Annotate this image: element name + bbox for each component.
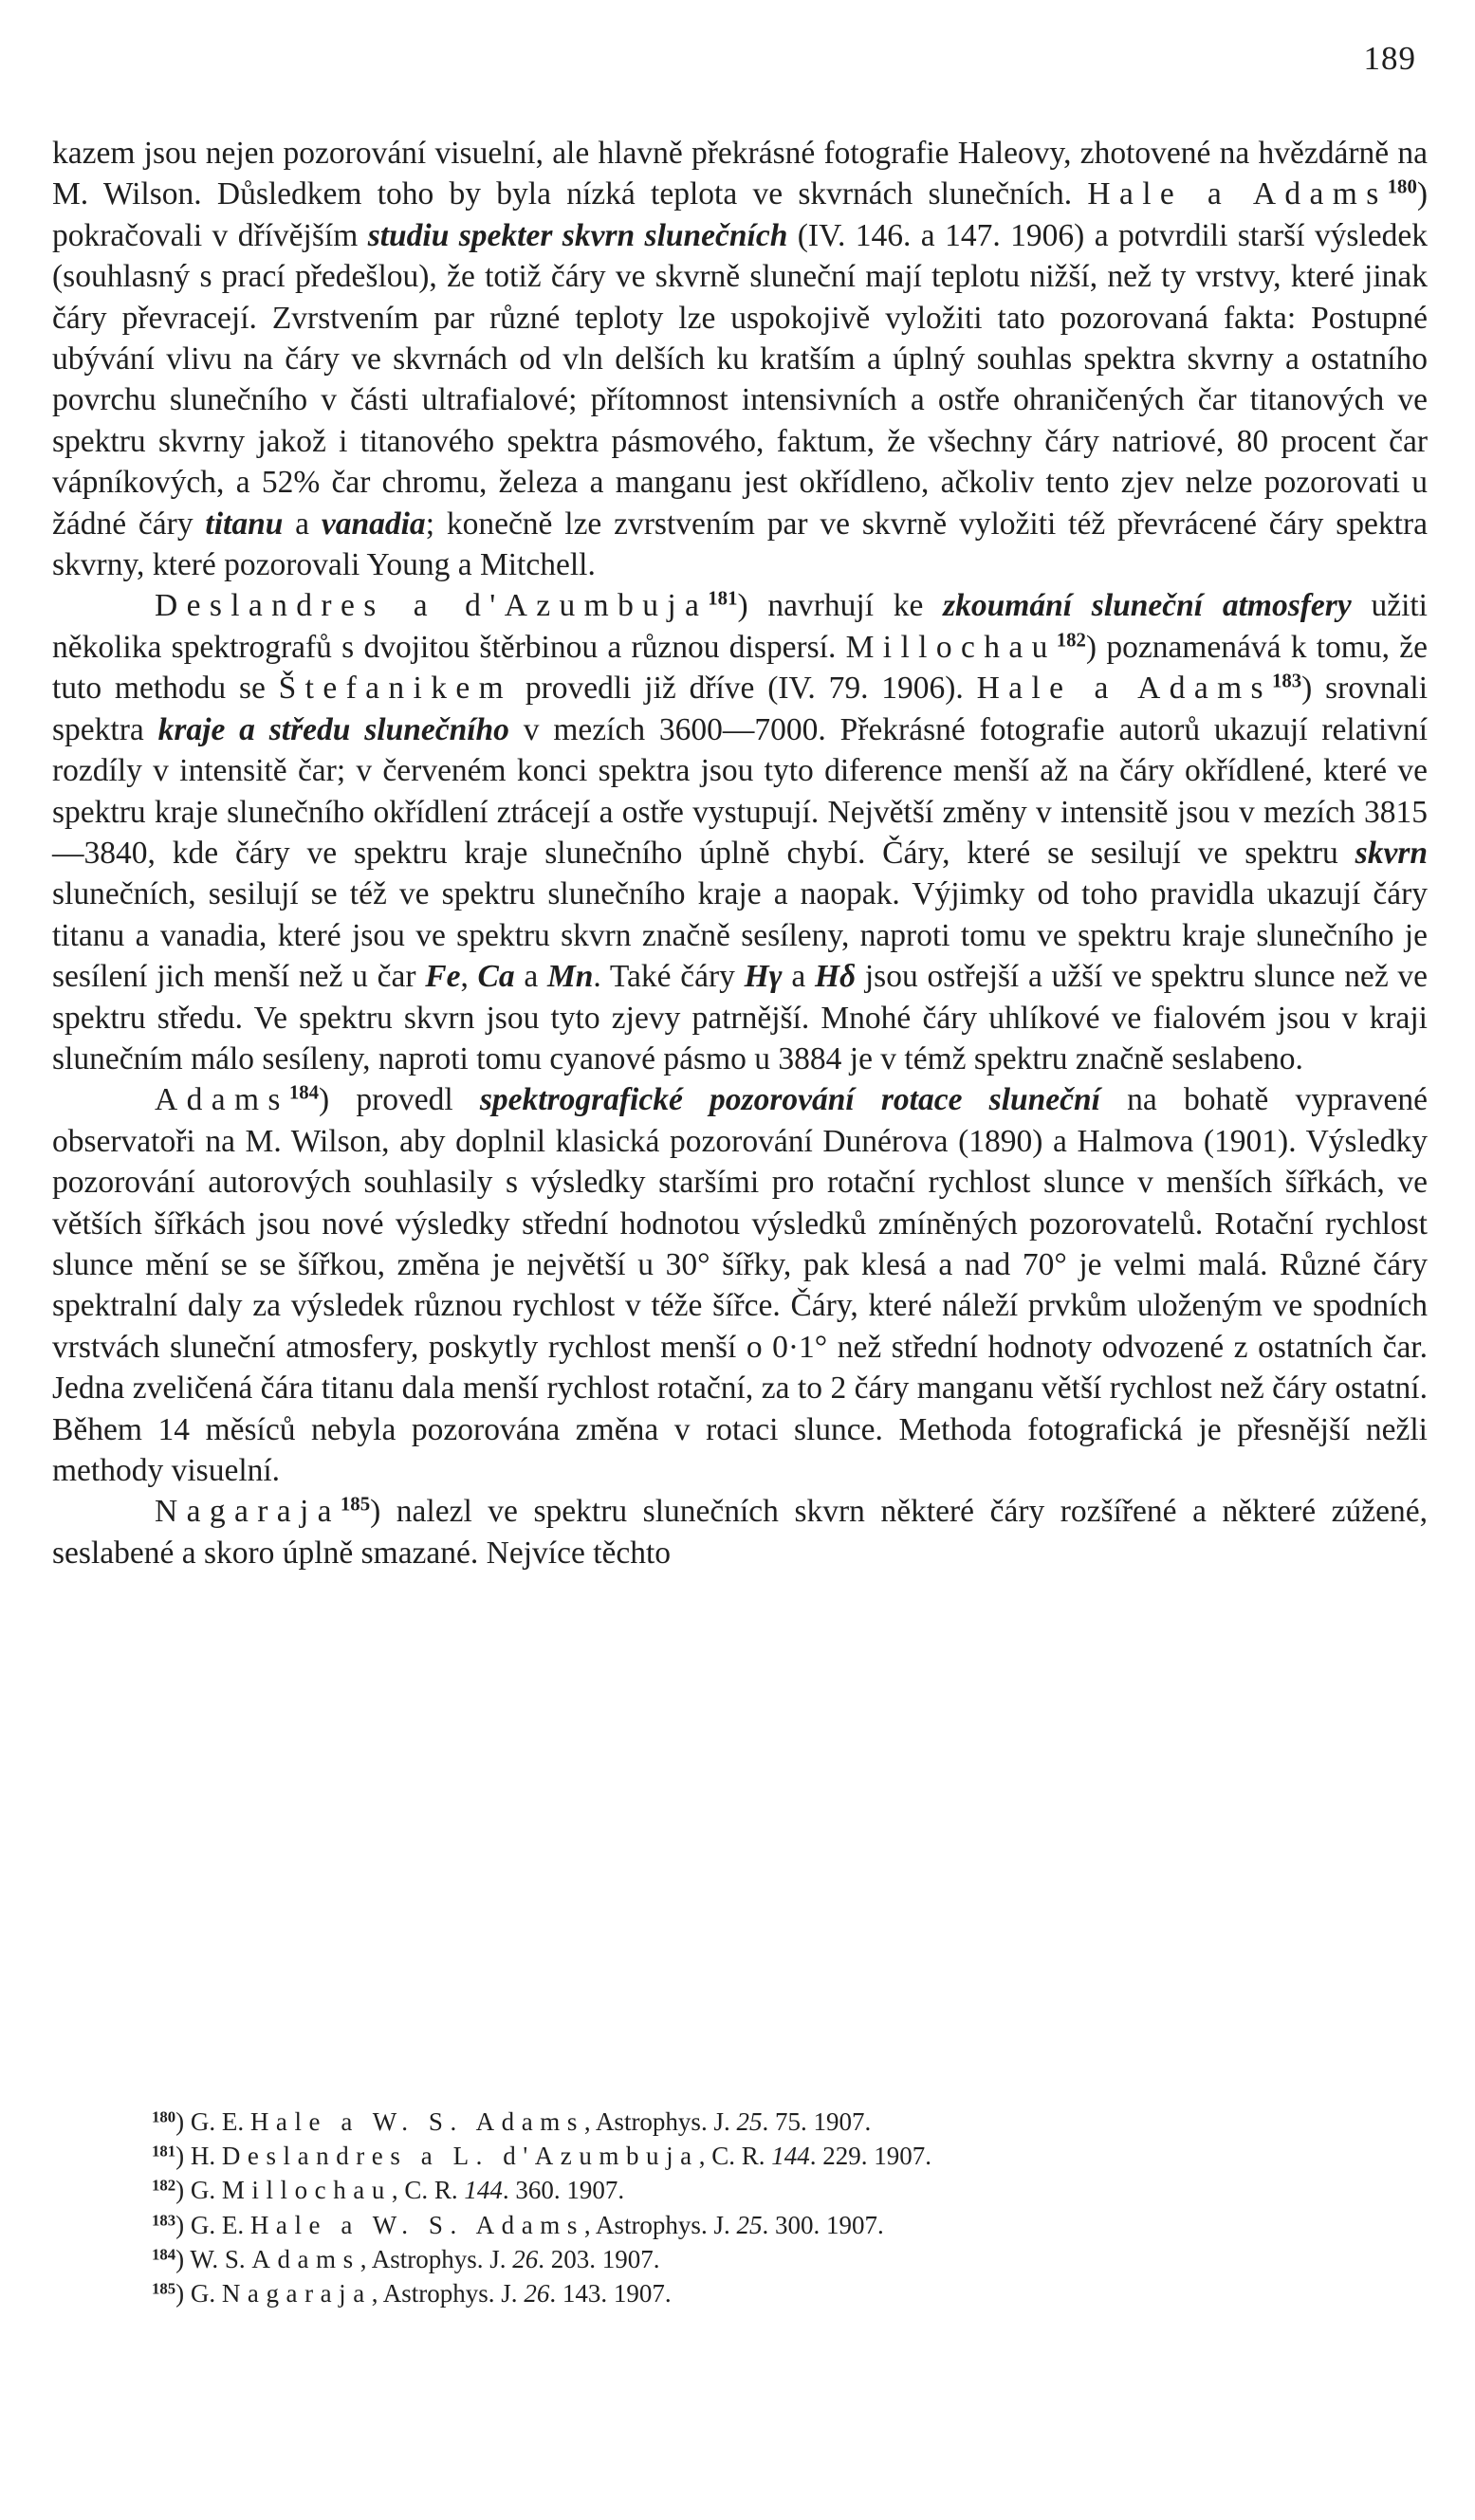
emphasis: Fe: [425, 959, 461, 995]
text-run: ) srovnali spektra: [52, 671, 1428, 747]
emphasis: Ca: [477, 959, 515, 995]
text-run: a: [514, 959, 547, 995]
text-run: užiti několika spektrografů s dvojitou štěrbinou a různou dispersí.: [52, 588, 1428, 665]
text-run: , Astrophys. J.: [360, 2244, 513, 2273]
emphasis: studiu spekter skvrn slunečních: [367, 217, 788, 253]
text-run: na bohatě vypravené observatoři na M. Wilson, aby doplnil klasická pozorování Dunérova (1890) a Halmova (1901). Výsledky pozorování autorových souhlasily s výsledky staršími pro rotační rychlost slunce v menších šířkách, ve větších šířkách jsou nové výsledky střední hodnotou výsledků zmíněných pozorovatelů. Rotační rychlost slunce mění se se šířkou, změna je největší u 30° šířky, pak klesá a nad 70° je velmi malá. Různé čáry spektralní daly za výsledek různou rychlost v téže šířce. Čáry, které náleží prvkům uloženým ve spodních vrstvách sluneční atmosfery, poskytly rychlost menší o 0·1° než střední hodnoty odvozené z ostatních čar. Jedna zveličená čára titanu dala menší rychlost rotační, za to 2 čáry manganu větší rychlost než čáry ostatní. Během 14 měsíců nebyla pozorována změna v rotaci slunce. Methoda fotografická je přesnější nežli methody visuelní.: [52, 1082, 1428, 1488]
spaced-name: Deslandres a L. d'Azumbuja: [221, 2142, 699, 2171]
text-run: . 143. 1907.: [549, 2279, 672, 2308]
footnote-ref: 184: [288, 1081, 319, 1104]
text-run: . 229. 1907.: [809, 2142, 931, 2171]
footnote-number: 184: [152, 2245, 176, 2264]
emphasis: Hγ: [744, 959, 783, 995]
text-run: ) poznamenává k tomu, že tuto methodu se: [52, 629, 1428, 707]
emphasis: 144: [771, 2142, 810, 2171]
text-run: ) G. E.: [175, 2107, 250, 2136]
emphasis: vanadia: [321, 506, 426, 542]
spaced-name: Hale a W. S. Adams: [249, 2210, 584, 2239]
footnote-ref: 182: [1056, 629, 1086, 652]
footnote: [152, 2139, 1385, 2173]
emphasis: titanu: [205, 506, 284, 542]
spaced-name: Nagaraja: [221, 2279, 372, 2308]
footnote-number: 183: [152, 2211, 176, 2230]
footnote-number: 182: [152, 2177, 176, 2196]
page-number: 189: [1363, 40, 1416, 77]
footnote-number: 180: [152, 2107, 176, 2126]
emphasis: zkoumání sluneční atmosfery: [943, 588, 1352, 624]
emphasis: spektrografické pozorování rotace sluneční: [479, 1082, 1100, 1118]
text-run: ) provedl: [318, 1082, 480, 1118]
text-run: ) W. S.: [175, 2244, 252, 2273]
text-run: . 75. 1907.: [762, 2107, 872, 2136]
paragraph: [52, 133, 1428, 585]
text-run: a: [782, 959, 815, 995]
text-run: . 203. 1907.: [538, 2244, 660, 2273]
footnote-ref: 180: [1387, 175, 1417, 198]
text-run: , Astrophys. J.: [583, 2107, 737, 2136]
spaced-name: Hale a Adams: [1087, 176, 1388, 212]
footnote-number: 181: [152, 2142, 176, 2161]
text-run: , C. R.: [391, 2176, 465, 2205]
spaced-name: Adams: [155, 1082, 289, 1118]
text-run: ,: [460, 959, 478, 995]
text-run: , Astrophys. J.: [583, 2210, 737, 2239]
footnote: [152, 2276, 1385, 2310]
text-run: ) G.: [175, 2279, 222, 2308]
text-run: . 300. 1907.: [762, 2210, 884, 2239]
emphasis: 26: [524, 2279, 550, 2308]
spaced-name: Štefanikem: [278, 671, 513, 707]
footnote: [152, 2242, 1385, 2276]
emphasis: skvrn: [1355, 835, 1428, 871]
text-run: ) G. E.: [175, 2210, 250, 2239]
text-run: jsou ostřejší a užší ve spektru slunce než ve spektru středu. Ve spektru skvrn jsou tyto zjevy patrnější. Mnohé čáry uhlíkové ve fialovém jsou v kraji slunečním málo sesíleny, naproti tomu cyanové pásmo u 3884 je v témž spektru značně seslabeno.: [52, 959, 1429, 1076]
text-run: v mezích 3600—7000. Překrásné fotografie autorů ukazují relativní rozdíly v intensitě čar; v červeném konci spektra jsou tyto diference menší až na čáry okřídlené, které ve spektru kraje slunečního okřídlení ztrácejí a ostře vystupují. Největší změny v intensitě jsou v mezích 3815—3840, kde čáry ve spektru kraje slunečního úplně chybí. Čáry, které se sesilují ve spektru: [52, 711, 1428, 871]
emphasis: Mn: [546, 959, 594, 995]
spaced-name: Deslandres a d'Azumbuja: [155, 588, 709, 624]
text-run: ) H.: [175, 2142, 222, 2171]
text-run: ) navrhují ke: [737, 588, 944, 624]
paragraph: [52, 585, 1428, 1079]
spaced-name: Hale a Adams: [976, 671, 1272, 707]
text-run: ) nalezl ve spektru slunečních skvrn některé čáry rozšířené a některé zúžené, seslabené a skoro úplně smazané. Nejvíce těchto: [52, 1494, 1428, 1571]
footnote-number: 185: [152, 2279, 176, 2298]
spaced-name: Millochau: [221, 2176, 392, 2205]
text-run: ) pokračovali v dřívějším: [52, 176, 1428, 253]
text-run: (IV. 146. a 147. 1906) a potvrdili starší výsledek (souhlasný s prací předešlou), že totiž čáry ve skvrně sluneční mají teplotu nižší, než ty vrstvy, které jinak čáry převracejí. Zvrstvením par různé teploty lze uspokojivě vyložiti tato pozorovaná fakta: Postupné ubývání vlivu na čáry ve skvrnách od vln delších ku kratším a úplný souhlas spektra skvrny a ostatního povrchu slunečního v části ultrafialové; přítomnost intensivních a ostře ohraničených čar titanových ve spektru skvrny jakož i titanového spektra pásmového, faktum, že všechny čáry natriové, 80 procent čar vápníkových, a 52% čar chromu, železa a manganu jest okřídleno, ačkoliv tento zjev nelze pozorovati u žádné čáry: [52, 217, 1429, 542]
emphasis: kraje a středu slunečního: [157, 711, 509, 747]
text-run: slunečních, sesilují se též ve spektru slunečního kraje a naopak. Výjimky od toho pravidla ukazují čáry titanu a vanadia, které jsou ve spektru skvrn značně sesíleny, naproti tomu ve spektru kraje slunečního je sesílení jich menší než u čar: [52, 876, 1428, 995]
text-run: . Také čáry: [593, 959, 745, 995]
footnote: [152, 2208, 1385, 2242]
footnote-ref: 181: [708, 588, 738, 611]
spaced-name: Adams: [251, 2244, 360, 2273]
body-text: [52, 133, 1428, 1573]
emphasis: 25: [736, 2210, 763, 2239]
footnote: [152, 2105, 1385, 2139]
text-run: ) G.: [175, 2176, 222, 2205]
spaced-name: Nagaraja: [155, 1494, 341, 1530]
text-run: provedli již dříve (IV. 79. 1906).: [512, 671, 977, 707]
text-run: a: [283, 506, 322, 542]
footnote-ref: 185: [340, 1493, 371, 1516]
spaced-name: Millochau: [845, 629, 1057, 665]
text-run: . 360. 1907.: [502, 2176, 625, 2205]
emphasis: Hδ: [814, 959, 857, 995]
text-run: ; konečně lze zvrstvením par ve skvrně vyložiti též převrácené čáry spektra skvrny, které pozorovali Young a Mitchell.: [52, 506, 1428, 583]
text-run: , Astrophys. J.: [371, 2279, 525, 2308]
footnote-ref: 183: [1271, 670, 1302, 692]
footnotes: [152, 2105, 1385, 2310]
paragraph: [52, 1491, 1428, 1573]
text-run: , C. R.: [698, 2142, 772, 2171]
emphasis: 144: [464, 2176, 503, 2205]
spaced-name: Hale a W. S. Adams: [249, 2107, 584, 2136]
footnote: [152, 2173, 1385, 2207]
emphasis: 25: [736, 2107, 763, 2136]
emphasis: 26: [512, 2244, 539, 2273]
text-run: kazem jsou nejen pozorování visuelní, ale hlavně překrásné fotografie Haleovy, zhotovené na hvězdárně na M. Wilson. Důsledkem toho by byla nízká teplota ve skvrnách slunečních.: [52, 136, 1428, 212]
paragraph: [52, 1079, 1428, 1491]
